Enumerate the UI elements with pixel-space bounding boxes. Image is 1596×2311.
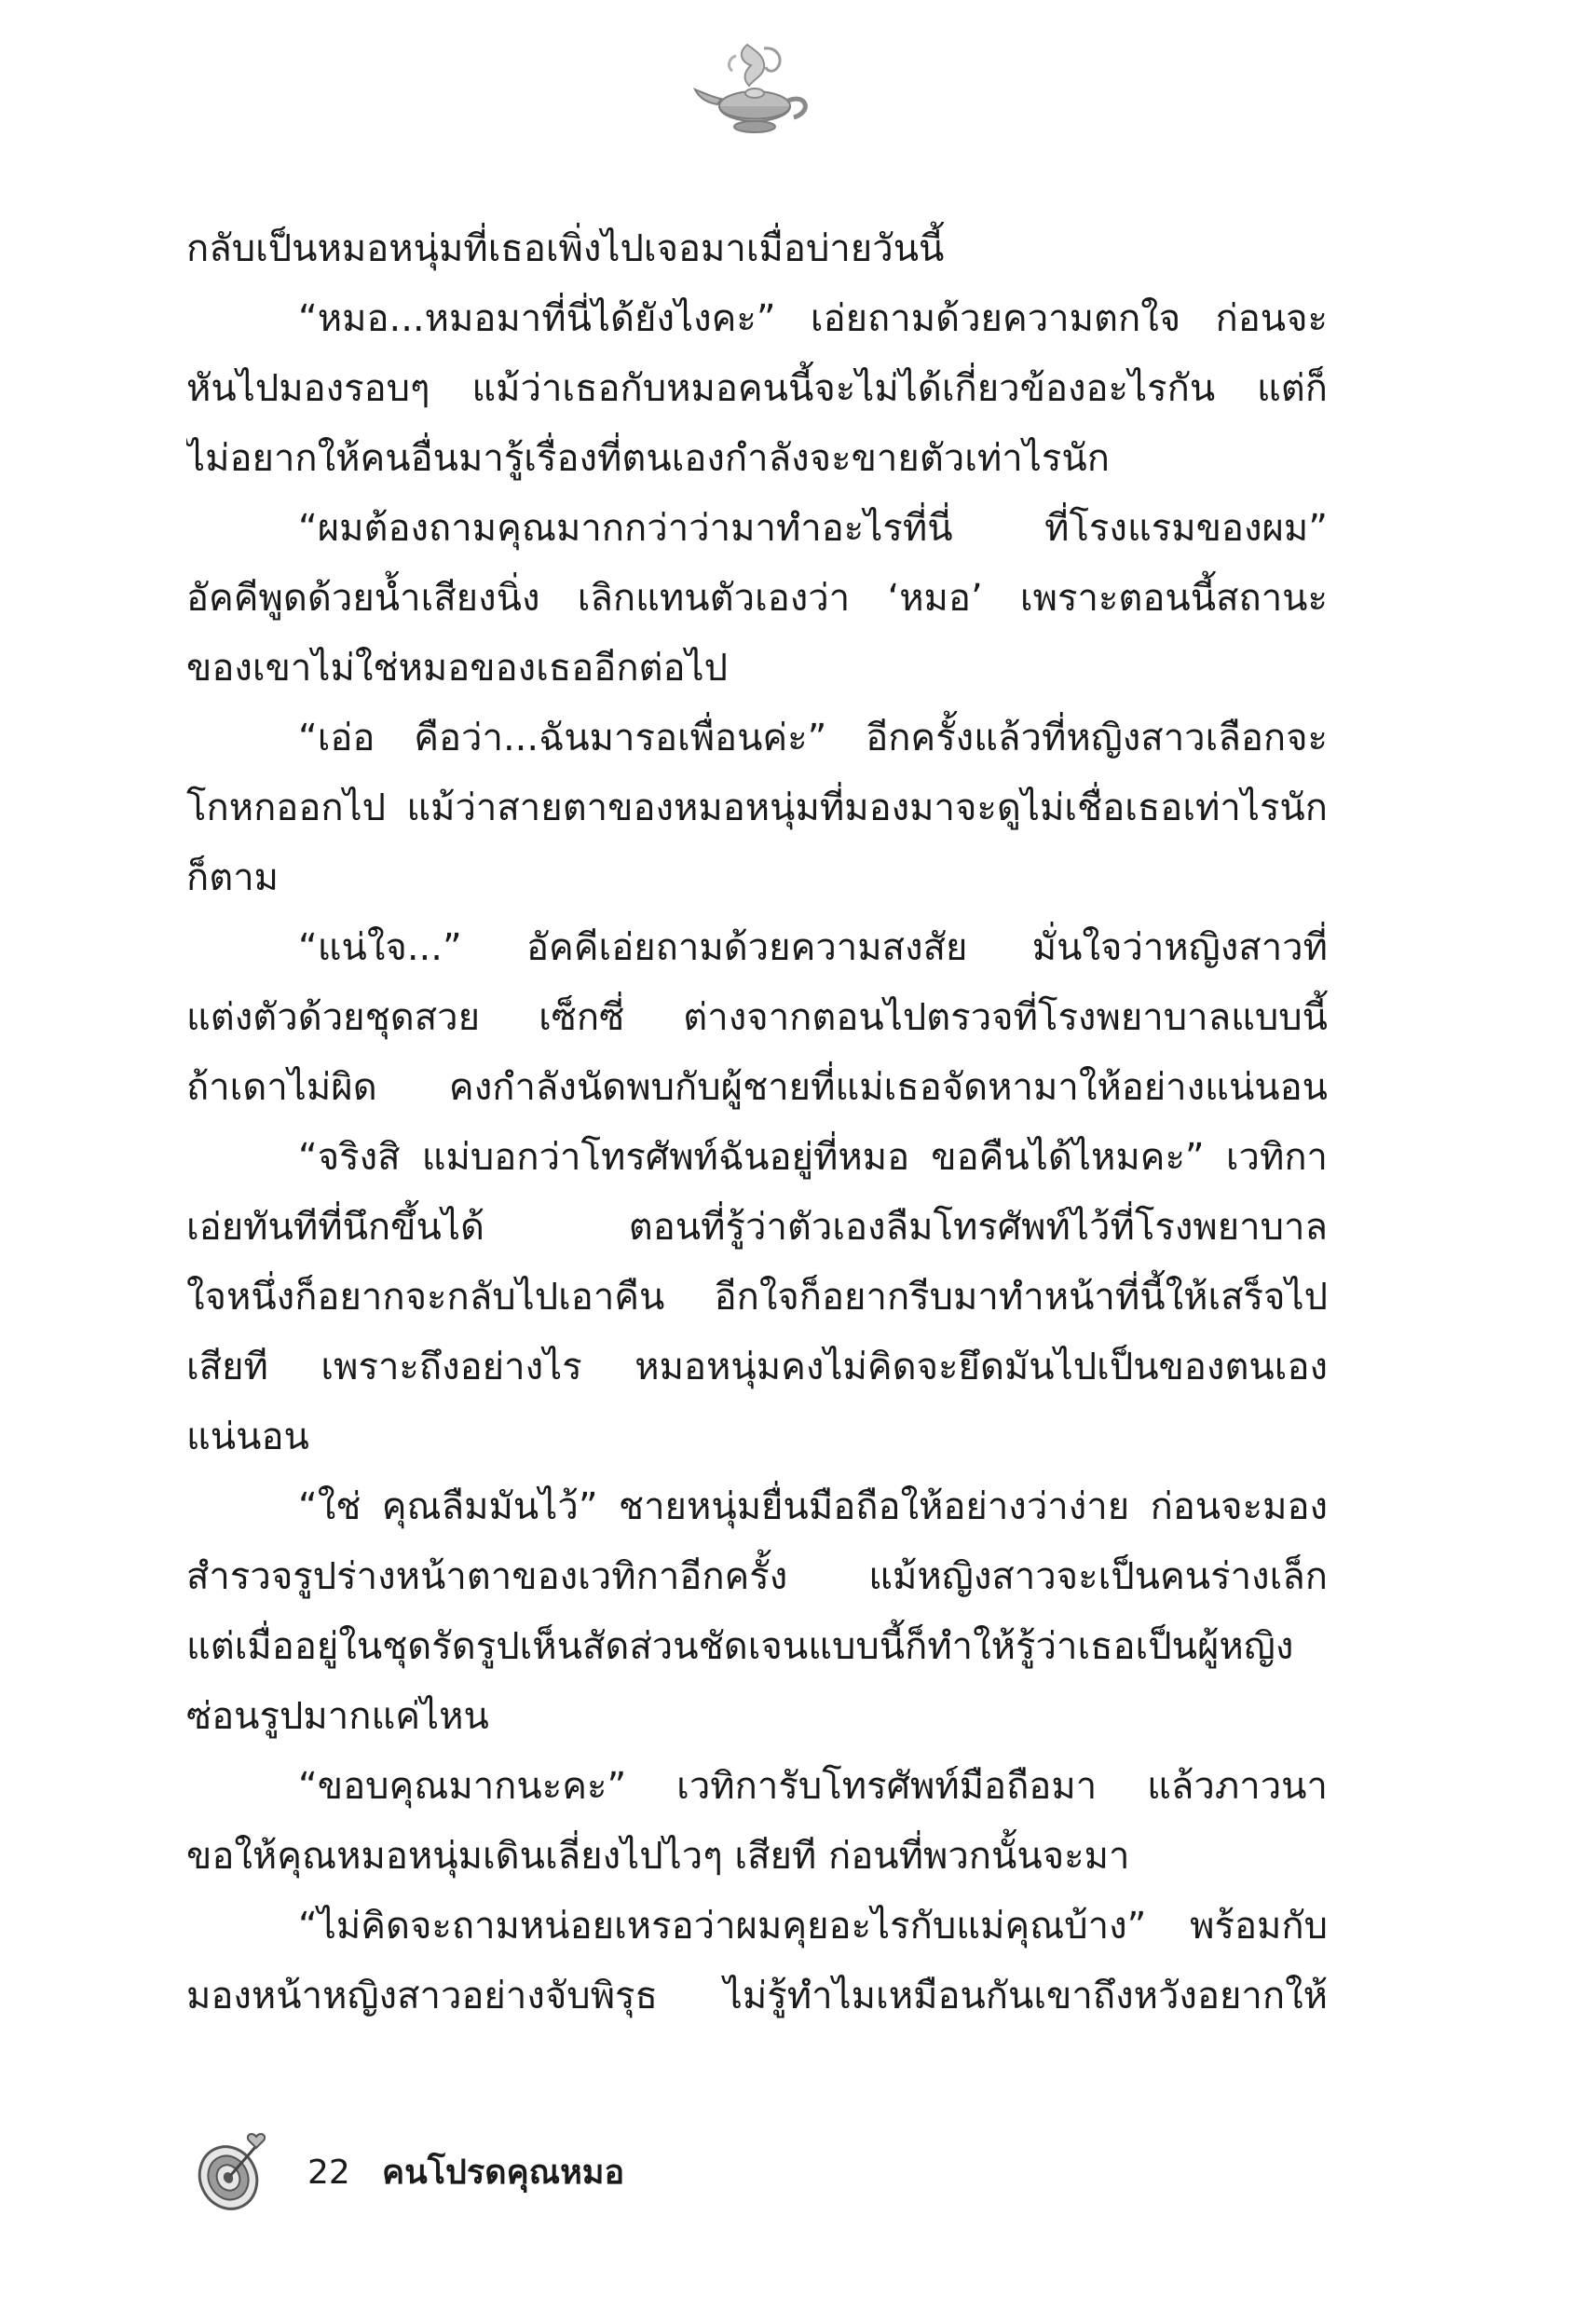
page-number: 22	[307, 2154, 350, 2192]
text-line: แต่งตัวด้วยชุดสวย เซ็กซี่ ต่างจากตอนไปตรวจที่โรงพยาบาลแบบนี้	[186, 996, 1328, 1039]
text-line: ก็ตาม	[186, 856, 280, 899]
text-line: แต่เมื่ออยู่ในชุดรัดรูปเห็นสัดส่วนชัดเจนแบบนี้ก็ทำให้รู้ว่าเธอเป็นผู้หญิง	[186, 1625, 1294, 1668]
text-line: “ผมต้องถามคุณมากกว่าว่ามาทำอะไรที่นี่ ที่โรงแรมของผม”	[298, 507, 1328, 550]
text-line: “แน่ใจ...” อัคคีเอ่ยถามด้วยความสงสัย มั่นใจว่าหญิงสาวที่	[298, 926, 1328, 969]
text-line: หันไปมองรอบๆ แม้ว่าเธอกับหมอคนนี้จะไม่ได้เกี่ยวข้องอะไรกัน แต่ก็	[186, 367, 1328, 410]
text-line: ถ้าเดาไม่ผิด คงกำลังนัดพบกับผู้ชายที่แม่เธอจัดหามาให้อย่างแน่นอน	[186, 1066, 1328, 1109]
body-text	[186, 214, 1328, 2031]
text-line: สำรวจรูปร่างหน้าตาของเวทิกาอีกครั้ง แม้หญิงสาวจะเป็นคนร่างเล็ก	[186, 1555, 1328, 1598]
text-line: ของเขาไม่ใช่หมอของเธออีกต่อไป	[186, 647, 729, 690]
text-line: ซ่อนรูปมากแค่ไหน	[186, 1695, 489, 1738]
text-line: “หมอ...หมอมาที่นี่ได้ยังไงคะ” เอ่ยถามด้วยความตกใจ ก่อนจะ	[298, 297, 1328, 340]
genie-lamp-icon	[689, 37, 820, 140]
text-line: เอ่ยทันทีที่นึกขึ้นได้ ตอนที่รู้ว่าตัวเองลืมโทรศัพท์ไว้ที่โรงพยาบาล	[186, 1206, 1328, 1249]
text-line: “เอ่อ คือว่า...ฉันมารอเพื่อนค่ะ” อีกครั้งแล้วที่หญิงสาวเลือกจะ	[298, 717, 1328, 759]
text-line: “ใช่ คุณลืมมันไว้” ชายหนุ่มยื่นมือถือให้อย่างว่าง่าย ก่อนจะมอง	[298, 1485, 1328, 1528]
text-line: ขอให้คุณหมอหนุ่มเดินเลี่ยงไปไวๆ เสียที ก่อนที่พวกนั้นจะมา	[186, 1835, 1130, 1878]
text-line: “จริงสิ แม่บอกว่าโทรศัพท์ฉันอยู่ที่หมอ ขอคืนได้ไหมคะ” เวทิกา	[298, 1136, 1328, 1179]
text-line: “ขอบคุณมากนะคะ” เวทิการับโทรศัพท์มือถือมา แล้วภาวนา	[298, 1765, 1328, 1808]
dartboard-heart-icon	[191, 2129, 275, 2213]
text-line: “ไม่คิดจะถามหน่อยเหรอว่าผมคุยอะไรกับแม่คุณบ้าง” พร้อมกับ	[298, 1905, 1328, 1948]
text-line: มองหน้าหญิงสาวอย่างจับพิรุธ ไม่รู้ทำไมเหมือนกันเขาถึงหวังอยากให้	[186, 1975, 1328, 2017]
book-title: คนโปรดคุณหมอ	[382, 2154, 625, 2192]
page-footer	[191, 2129, 936, 2213]
text-line: เสียที เพราะถึงอย่างไร หมอหนุ่มคงไม่คิดจะยึดมันไปเป็นของตนเอง	[186, 1346, 1328, 1388]
text-line: กลับเป็นหมอหนุ่มที่เธอเพิ่งไปเจอมาเมื่อบ่ายวันนี้	[186, 227, 945, 270]
text-line: ไม่อยากให้คนอื่นมารู้เรื่องที่ตนเองกำลังจะขายตัวเท่าไรนัก	[186, 437, 1110, 480]
text-line: โกหกออกไป แม้ว่าสายตาของหมอหนุ่มที่มองมาจะดูไม่เชื่อเธอเท่าไรนัก	[186, 786, 1328, 829]
text-line: อัคคีพูดด้วยน้ำเสียงนิ่ง เลิกแทนตัวเองว่า ‘หมอ’ เพราะตอนนี้สถานะ	[186, 577, 1328, 620]
text-line: ใจหนึ่งก็อยากจะกลับไปเอาคืน อีกใจก็อยากรีบมาทำหน้าที่นี้ให้เสร็จไป	[186, 1276, 1328, 1319]
text-line: แน่นอน	[186, 1415, 309, 1458]
